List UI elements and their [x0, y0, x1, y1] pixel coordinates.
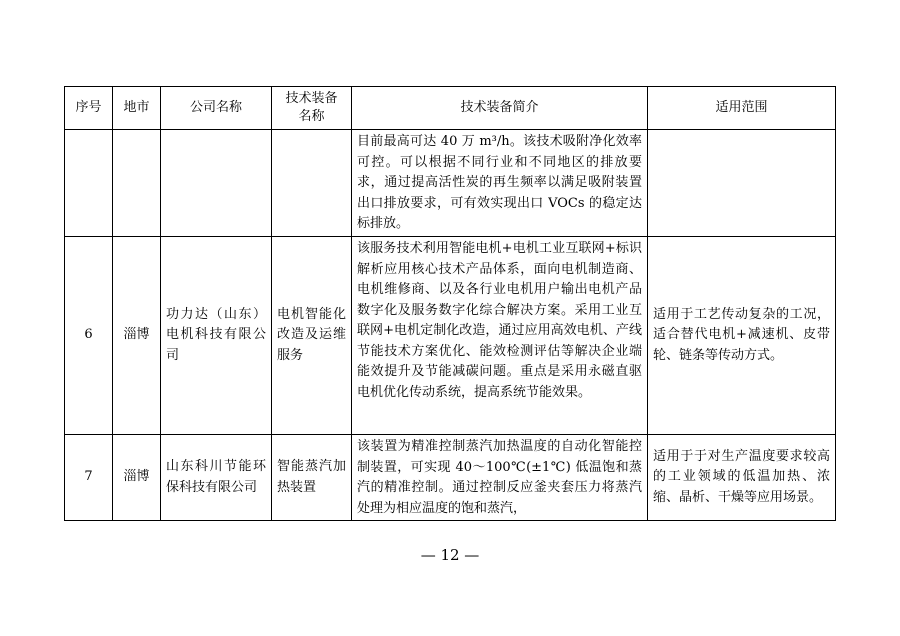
cell-intro: 该服务技术利用智能电机+电机工业互联网+标识解析应用核心技术产品体系，面向电机制造商、电机维修商、以及各行业电机用户输出电机产品数字化及服务数字化综合解决方案。采用工业互联网+电机定制化改造，通过应用高效电机、产线节能技术方案优化、能效检测评估等解决企业端能效提升及节能减碳问题。重点是采用永磁直驱电机优化传动系统，提高系统节能效果。 [352, 237, 648, 435]
page-number: — 12 — [420, 546, 480, 564]
table-row-continued [65, 130, 836, 237]
header-scope: 适用范围 [648, 87, 836, 130]
header-equipment-line1: 技术装备 [285, 91, 338, 106]
header-seq: 序号 [65, 87, 113, 130]
header-equipment [272, 87, 352, 130]
cell-city: 淄博 [113, 237, 161, 435]
cell-company: 功力达（山东）电机科技有限公司 [161, 237, 272, 435]
cell-equipment: 智能蒸汽加热装置 [272, 435, 352, 521]
table-row [65, 435, 836, 521]
equipment-table [64, 86, 836, 521]
header-intro: 技术装备简介 [352, 87, 648, 130]
cell-scope: 适用于于对生产温度要求较高的工业领域的低温加热、浓缩、晶析、干燥等应用场景。 [648, 435, 836, 521]
cell-company: 山东科川节能环保科技有限公司 [161, 435, 272, 521]
cell-equipment-empty [272, 130, 352, 237]
cell-intro: 该装置为精准控制蒸汽加热温度的自动化智能控制装置，可实现 40～100℃(±1℃) 低温饱和蒸汽的精准控制。通过控制反应釜夹套压力将蒸汽处理为相应温度的饱和蒸汽， [352, 435, 648, 521]
cell-intro: 目前最高可达 40 万 m³/h。该技术吸附净化效率可控。可以根据不同行业和不同地区的排放要求，通过提高活性炭的再生频率以满足吸附装置出口排放要求，可有效实现出口 VOCs 的稳定达标排放。 [352, 130, 648, 237]
header-equipment-line2: 名称 [298, 109, 325, 124]
header-city: 地市 [113, 87, 161, 130]
cell-seq: 6 [65, 237, 113, 435]
cell-equipment: 电机智能化改造及运维服务 [272, 237, 352, 435]
cell-seq: 7 [65, 435, 113, 521]
header-company: 公司名称 [161, 87, 272, 130]
table-row [65, 237, 836, 435]
cell-scope: 适用于工艺传动复杂的工况，适合替代电机+减速机、皮带轮、链条等传动方式。 [648, 237, 836, 435]
cell-city: 淄博 [113, 435, 161, 521]
cell-city-empty [113, 130, 161, 237]
table-header-row [65, 87, 836, 130]
cell-seq-empty [65, 130, 113, 237]
cell-company-empty [161, 130, 272, 237]
cell-scope-empty [648, 130, 836, 237]
